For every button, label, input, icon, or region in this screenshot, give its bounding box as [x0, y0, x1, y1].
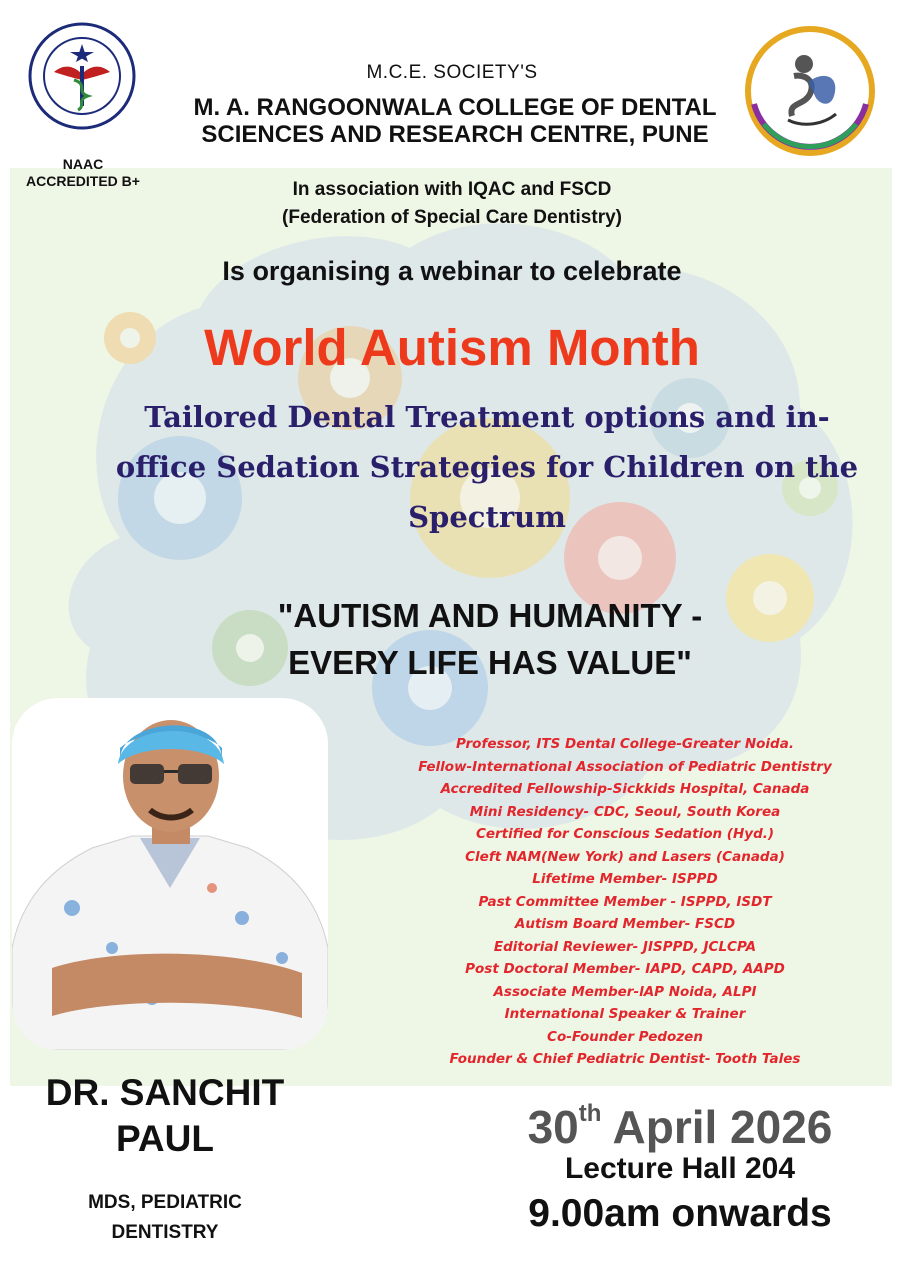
organising-text: Is organising a webinar to celebrate — [222, 256, 682, 286]
credential-item: Associate Member-lAP Noida, ALPI — [493, 983, 757, 1000]
credential-item: Mini Residency- CDC, Seoul, South Korea — [469, 803, 781, 820]
event-title: World Autism Month — [204, 319, 700, 376]
association-line: In association with IQAC and FSCD — [292, 179, 612, 200]
credential-item: Accredited Fellowship-Sickkids Hospital, Canada — [440, 781, 810, 797]
credential-item: International Speaker & Trainer — [504, 1006, 746, 1022]
webinar-topic-line: Tailored Dental Treatment options and in- — [144, 400, 830, 434]
association-text — [150, 176, 754, 232]
speaker-qualification — [10, 1188, 320, 1248]
webinar-topic-line: Spectrum — [408, 500, 566, 534]
credential-item: Past Committee Member - ISPPD, ISDT — [478, 893, 772, 910]
event-time: 9.00am onwards — [528, 1192, 832, 1235]
credential-item: Lifetime Member- ISPPD — [532, 871, 718, 887]
credential-item: Professor, ITS Dental College-Greater Noida. — [456, 736, 794, 752]
event-day-suffix: th — [578, 1100, 602, 1127]
speaker-name — [10, 1070, 320, 1162]
webinar-topic-line: office Sedation Strategies for Children on the — [115, 450, 859, 484]
credential-item: Founder & Chief Pediatric Dentist- Tooth Tales — [449, 1051, 801, 1067]
college-name-line: SCIENCES AND RESEARCH CENTRE, PUNE — [201, 121, 709, 148]
credential-item: Post Doctoral Member- IAPD, CAPD, AAPD — [465, 961, 785, 977]
speaker-portrait — [12, 698, 328, 1050]
credential-item: Co-Founder Pedozen — [547, 1028, 703, 1045]
credential-item: Certified for Conscious Sedation (Hyd.) — [475, 826, 775, 842]
event-date — [440, 1100, 904, 1154]
theme-quote-line: EVERY LIFE HAS VALUE" — [288, 644, 692, 681]
association-line: (Federation of Special Care Dentistry) — [282, 207, 622, 228]
naac-accreditation — [14, 156, 152, 190]
credential-item: Autism Board Member- FSCD — [514, 916, 736, 932]
naac-label: NAAC — [62, 156, 104, 172]
naac-grade: ACCREDITED B+ — [26, 173, 140, 189]
speaker-name-line: PAUL — [116, 1118, 214, 1159]
speaker-qualification-line: DENTISTRY — [111, 1222, 219, 1243]
society-name: M.C.E. SOCIETY'S — [366, 62, 538, 83]
speaker-photo — [12, 698, 328, 1050]
speaker-credentials — [380, 733, 870, 1071]
event-day: 30 — [527, 1101, 579, 1153]
webinar-topic — [100, 392, 874, 542]
event-month-year: April 2026 — [612, 1101, 833, 1153]
event-venue: Lecture Hall 204 — [564, 1152, 796, 1185]
credential-item: Fellow-International Association of Pediatric Dentistry — [418, 758, 832, 775]
theme-quote — [190, 592, 790, 686]
speaker-qualification-line: MDS, PEDIATRIC — [88, 1192, 242, 1213]
speaker-name-line: DR. SANCHIT — [45, 1072, 285, 1113]
fscd-logo-icon — [744, 24, 876, 158]
credential-item: Editorial Reviewer- JISPPD, JCLCPA — [493, 938, 757, 955]
theme-quote-line: "AUTISM AND HUMANITY - — [277, 597, 703, 634]
college-name-line: M. A. RANGOONWALA COLLEGE OF DENTAL — [193, 94, 717, 121]
college-name — [150, 94, 760, 148]
credential-item: Cleft NAM(New York) and Lasers (Canada) — [465, 848, 785, 865]
